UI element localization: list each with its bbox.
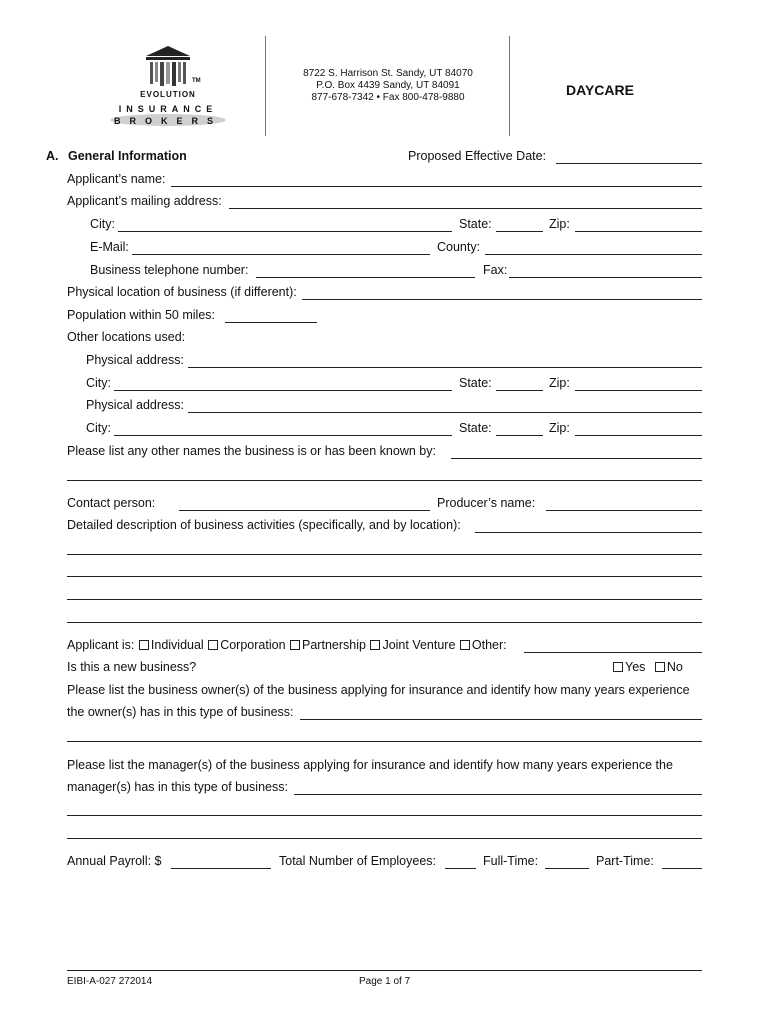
owners-field[interactable] <box>300 719 702 720</box>
other-physical-address-field-1[interactable] <box>188 367 702 368</box>
population-label: Population within 50 miles: <box>67 308 215 322</box>
mailing-zip-field[interactable] <box>575 231 702 232</box>
fax-label: Fax: <box>483 263 508 277</box>
other-city-field-1[interactable] <box>114 390 452 391</box>
contact-person-field[interactable] <box>179 510 430 511</box>
other-physical-address-row-2 <box>0 397 770 415</box>
email-label: E-Mail: <box>90 240 129 254</box>
header-divider-right <box>509 36 510 136</box>
managers-label-line-1: Please list the manager(s) of the business applying for insurance and identify how many years experience the <box>67 758 673 772</box>
address-line-2: P.O. Box 4439 Sandy, UT 84091 <box>316 80 460 91</box>
population-field[interactable] <box>225 322 317 323</box>
footer-divider <box>67 970 702 971</box>
email-field[interactable] <box>132 254 430 255</box>
mailing-city-row <box>0 216 770 234</box>
logo-trademark: TM <box>192 78 201 84</box>
description-row <box>0 517 770 535</box>
applicant-name-field[interactable] <box>171 186 702 187</box>
other-state-field-1[interactable] <box>496 390 543 391</box>
physical-location-row <box>0 284 770 302</box>
header-divider-left <box>265 36 266 136</box>
annual-payroll-label: Annual Payroll: $ <box>67 854 162 868</box>
full-time-field[interactable] <box>545 868 589 869</box>
other-state-label-1: State: <box>459 376 492 390</box>
managers-field[interactable] <box>294 794 702 795</box>
managers-row-1 <box>0 757 770 775</box>
managers-label-line-2: manager(s) has in this type of business: <box>67 780 288 794</box>
other-zip-label-1: Zip: <box>549 376 570 390</box>
company-logo <box>106 44 230 134</box>
managers-field-line-3[interactable] <box>67 838 702 839</box>
page-number: Page 1 of 7 <box>359 976 411 987</box>
logo-text-brokers: BROKERS <box>113 116 222 126</box>
corporation-label: Corporation <box>220 638 286 652</box>
individual-checkbox[interactable] <box>139 640 149 650</box>
other-city-row-1 <box>0 375 770 393</box>
mailing-address-row <box>0 193 770 211</box>
full-time-label: Full-Time: <box>483 854 539 868</box>
other-label: Other: <box>471 638 507 652</box>
applicant-type-row <box>0 637 770 655</box>
physical-location-field[interactable] <box>302 299 702 300</box>
owners-row-1 <box>0 682 770 700</box>
section-letter: A. <box>46 149 59 163</box>
total-employees-field[interactable] <box>445 868 476 869</box>
description-line-4[interactable] <box>67 599 702 600</box>
effective-date-label: Proposed Effective Date: <box>408 149 547 163</box>
contact-person-label: Contact person: <box>67 496 156 510</box>
other-zip-field-1[interactable] <box>575 390 702 391</box>
other-state-field-2[interactable] <box>496 435 543 436</box>
mailing-city-field[interactable] <box>118 231 452 232</box>
managers-row-2 <box>0 779 770 797</box>
address-line-1: 8722 S. Harrison St. Sandy, UT 84070 <box>303 68 473 79</box>
document-title: DAYCARE <box>566 82 634 98</box>
mailing-address-label: Applicant’s mailing address: <box>67 194 222 208</box>
individual-label: Individual <box>150 638 204 652</box>
business-phone-label: Business telephone number: <box>90 263 249 277</box>
producer-name-field[interactable] <box>546 510 702 511</box>
other-city-field-2[interactable] <box>114 435 452 436</box>
address-phone-fax: 877-678-7342 • Fax 800-478-9880 <box>311 92 465 103</box>
mailing-state-label: State: <box>459 217 492 231</box>
mailing-city-label: City: <box>90 217 115 231</box>
fax-field[interactable] <box>509 277 702 278</box>
other-checkbox[interactable] <box>460 640 470 650</box>
new-business-label: Is this a new business? <box>67 660 197 674</box>
applicant-name-row <box>0 171 770 189</box>
other-locations-row <box>0 329 770 347</box>
applicant-name-label: Applicant’s name: <box>67 172 166 186</box>
other-city-row-2 <box>0 420 770 438</box>
pillar-building-icon <box>106 44 230 90</box>
total-employees-label: Total Number of Employees: <box>279 854 437 868</box>
logo-text-evolution: EVOLUTION <box>140 90 196 99</box>
other-city-label-1: City: <box>86 376 111 390</box>
county-label: County: <box>437 240 481 254</box>
description-field[interactable] <box>475 532 702 533</box>
applicant-type-options <box>67 637 507 653</box>
other-names-row <box>0 443 770 461</box>
no-label: No <box>666 660 683 674</box>
other-names-field[interactable] <box>451 458 702 459</box>
new-business-row <box>0 659 770 677</box>
effective-date-field[interactable] <box>556 163 702 164</box>
description-label: Detailed description of business activities (specifically, and by location): <box>67 518 461 532</box>
owners-label-line-2: the owner(s) has in this type of business: <box>67 705 294 719</box>
part-time-label: Part-Time: <box>596 854 654 868</box>
phone-fax-row <box>0 262 770 280</box>
physical-location-label: Physical location of business (if different): <box>67 285 297 299</box>
other-zip-label-2: Zip: <box>549 421 570 435</box>
owners-row-2 <box>0 704 770 722</box>
other-physical-address-row-1 <box>0 352 770 370</box>
annual-payroll-field[interactable] <box>171 868 271 869</box>
yes-label: Yes <box>625 660 646 674</box>
county-field[interactable] <box>485 254 702 255</box>
other-zip-field-2[interactable] <box>575 435 702 436</box>
mailing-address-field[interactable] <box>229 208 702 209</box>
other-locations-label: Other locations used: <box>67 330 186 344</box>
mailing-zip-label: Zip: <box>549 217 570 231</box>
company-address <box>268 68 508 104</box>
other-city-label-2: City: <box>86 421 111 435</box>
description-line-5[interactable] <box>67 622 702 623</box>
partnership-label: Partnership <box>302 638 366 652</box>
managers-field-line-2[interactable] <box>67 815 702 816</box>
population-row <box>0 307 770 325</box>
owners-label-line-1: Please list the business owner(s) of the business applying for insurance and identify how many years experience <box>67 683 690 697</box>
form-id: EIBI-A-027 272014 <box>67 976 153 987</box>
no-checkbox[interactable] <box>655 662 665 672</box>
mailing-state-field[interactable] <box>496 231 543 232</box>
applicant-type-label: Applicant is: <box>67 638 135 652</box>
joint-venture-checkbox[interactable] <box>370 640 380 650</box>
payroll-row <box>0 853 770 871</box>
producer-name-label: Producer’s name: <box>437 496 536 510</box>
other-names-field-line-2[interactable] <box>67 480 702 481</box>
part-time-field[interactable] <box>662 868 702 869</box>
other-state-label-2: State: <box>459 421 492 435</box>
other-physical-address-field-2[interactable] <box>188 412 702 413</box>
other-physical-address-label-2: Physical address: <box>86 398 184 412</box>
partnership-checkbox[interactable] <box>290 640 300 650</box>
email-county-row <box>0 239 770 257</box>
business-phone-field[interactable] <box>256 277 475 278</box>
joint-venture-label: Joint Venture <box>382 638 456 652</box>
description-line-2[interactable] <box>67 554 702 555</box>
logo-text-insurance: INSURANCE <box>118 104 218 114</box>
other-names-label: Please list any other names the business is or has been known by: <box>67 444 436 458</box>
owners-field-line-2[interactable] <box>67 741 702 742</box>
yes-checkbox[interactable] <box>613 662 623 672</box>
corporation-checkbox[interactable] <box>208 640 218 650</box>
contact-producer-row <box>0 495 770 513</box>
description-line-3[interactable] <box>67 576 702 577</box>
other-type-field[interactable] <box>524 652 702 653</box>
section-header-row <box>0 148 770 166</box>
other-physical-address-label-1: Physical address: <box>86 353 184 367</box>
section-title: General Information <box>68 149 187 163</box>
